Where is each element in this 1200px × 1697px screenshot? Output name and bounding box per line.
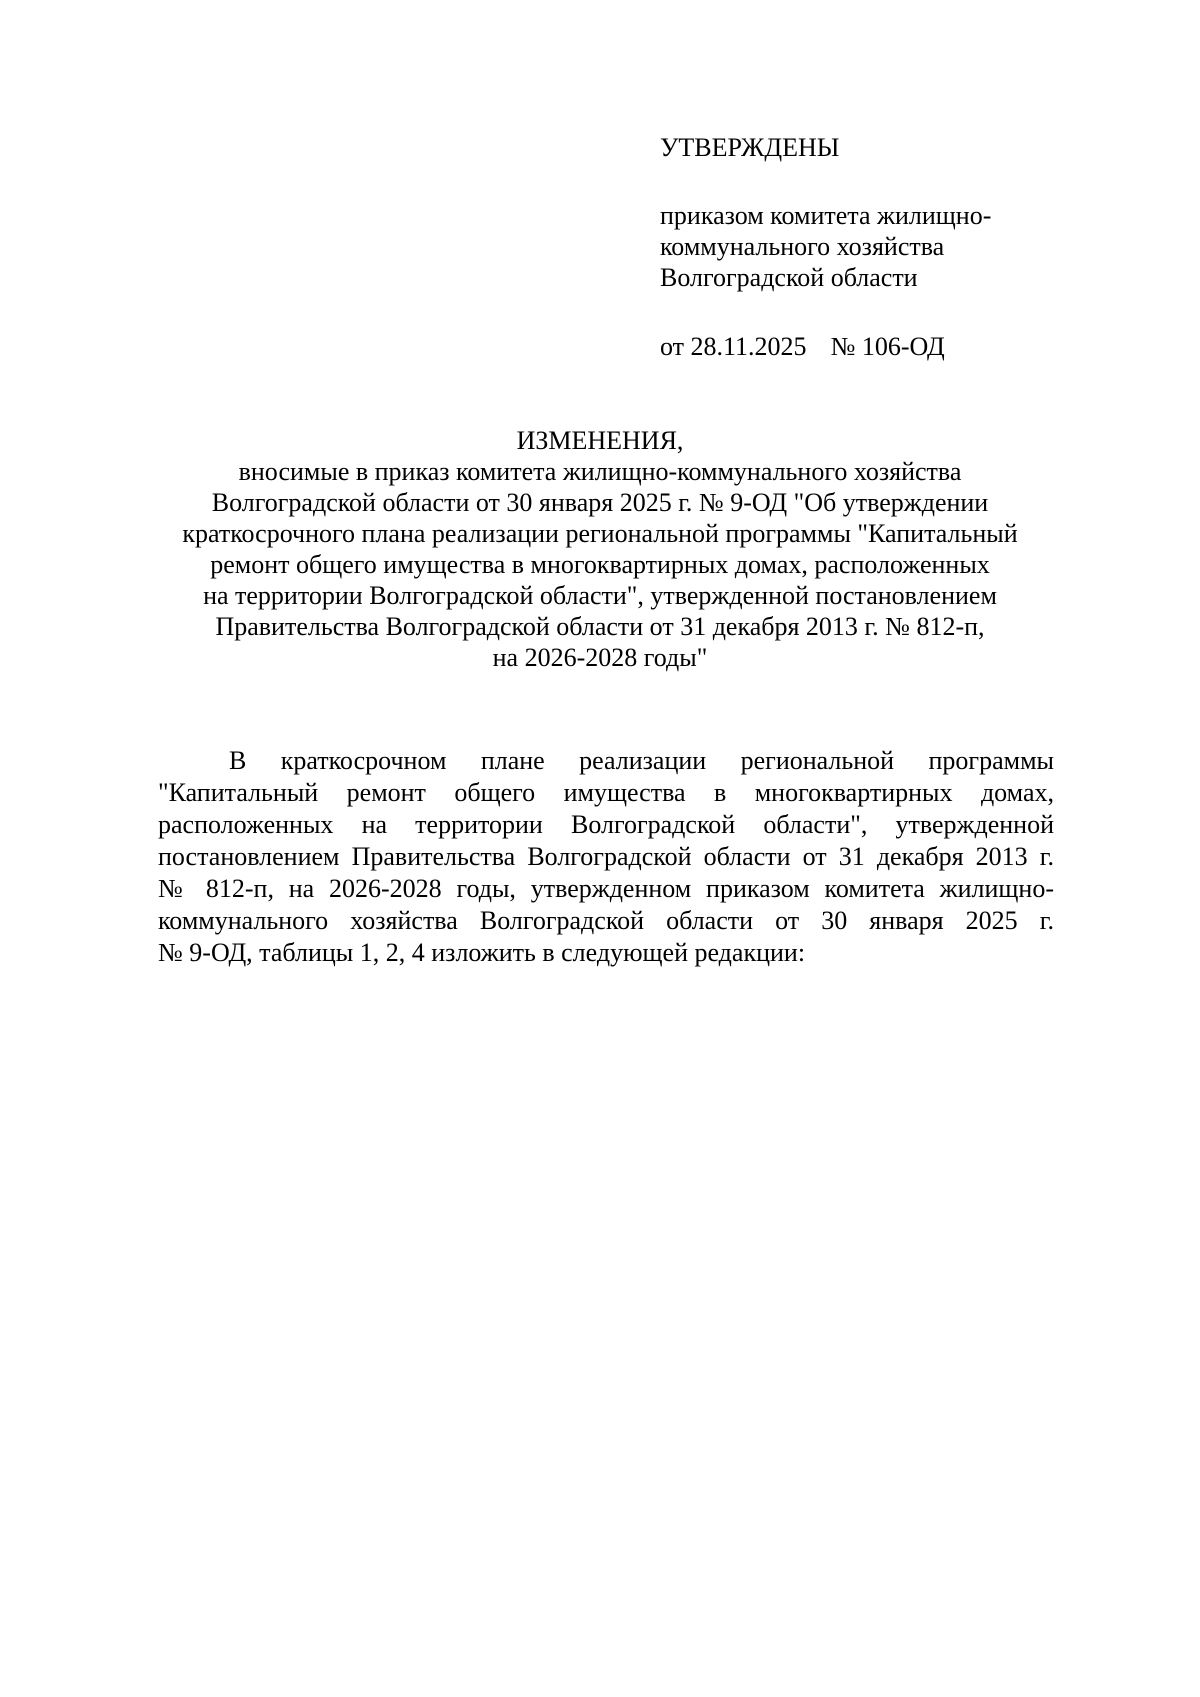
body-line: В краткосрочном плане реализации региональной программы: [229, 746, 1054, 775]
approval-title: УТВЕРЖДЕНЫ: [660, 133, 840, 162]
heading-title: ИЗМЕНЕНИЯ,: [516, 426, 684, 455]
approval-order-line: приказом комитета жилищно-: [660, 201, 992, 230]
heading-line: на территории Волгоградской области", утвержденной постановлением: [203, 581, 997, 610]
heading-line: на 2026-2028 годы": [492, 643, 708, 672]
approval-date: от 28.11.2025: [660, 332, 807, 361]
heading-line: ремонт общего имущества в многоквартирных домах, расположенных: [210, 550, 990, 579]
heading-line: краткосрочного плана реализации региональной программы "Капитальный: [182, 519, 1018, 548]
heading-line: Правительства Волгоградской области от 31 декабря 2013 г. № 812-п,: [215, 612, 985, 641]
approval-order-text: [660, 200, 1080, 293]
approval-stamp: [660, 132, 1080, 362]
approval-date-line: [660, 331, 1080, 362]
body-line: расположенных на территории Волгоградской области", утвержденной: [158, 810, 1054, 839]
body-line: № 812-п, на 2026-2028 годы, утвержденном приказом комитета жилищно-: [158, 874, 1054, 903]
heading-line: вносимые в приказ комитета жилищно-коммунального хозяйства: [238, 457, 962, 486]
approval-number: № 106-ОД: [830, 332, 945, 361]
body-line: коммунального хозяйства Волгоградской области от 30 января 2025 г.: [158, 906, 1054, 935]
document-heading: [150, 425, 1050, 673]
body-line: № 9-ОД, таблицы 1, 2, 4 изложить в следующей редакции:: [158, 938, 806, 967]
approval-order-line: коммунального хозяйства: [660, 232, 945, 261]
approval-order-line: Волгоградской области: [660, 263, 918, 292]
body-paragraph: [158, 745, 1054, 969]
body-line: постановлением Правительства Волгоградской области от 31 декабря 2013 г.: [158, 842, 1054, 871]
body-line: "Капитальный ремонт общего имущества в многоквартирных домах,: [158, 778, 1054, 807]
heading-line: Волгоградской области от 30 января 2025 г. № 9-ОД "Об утверждении: [211, 488, 989, 517]
